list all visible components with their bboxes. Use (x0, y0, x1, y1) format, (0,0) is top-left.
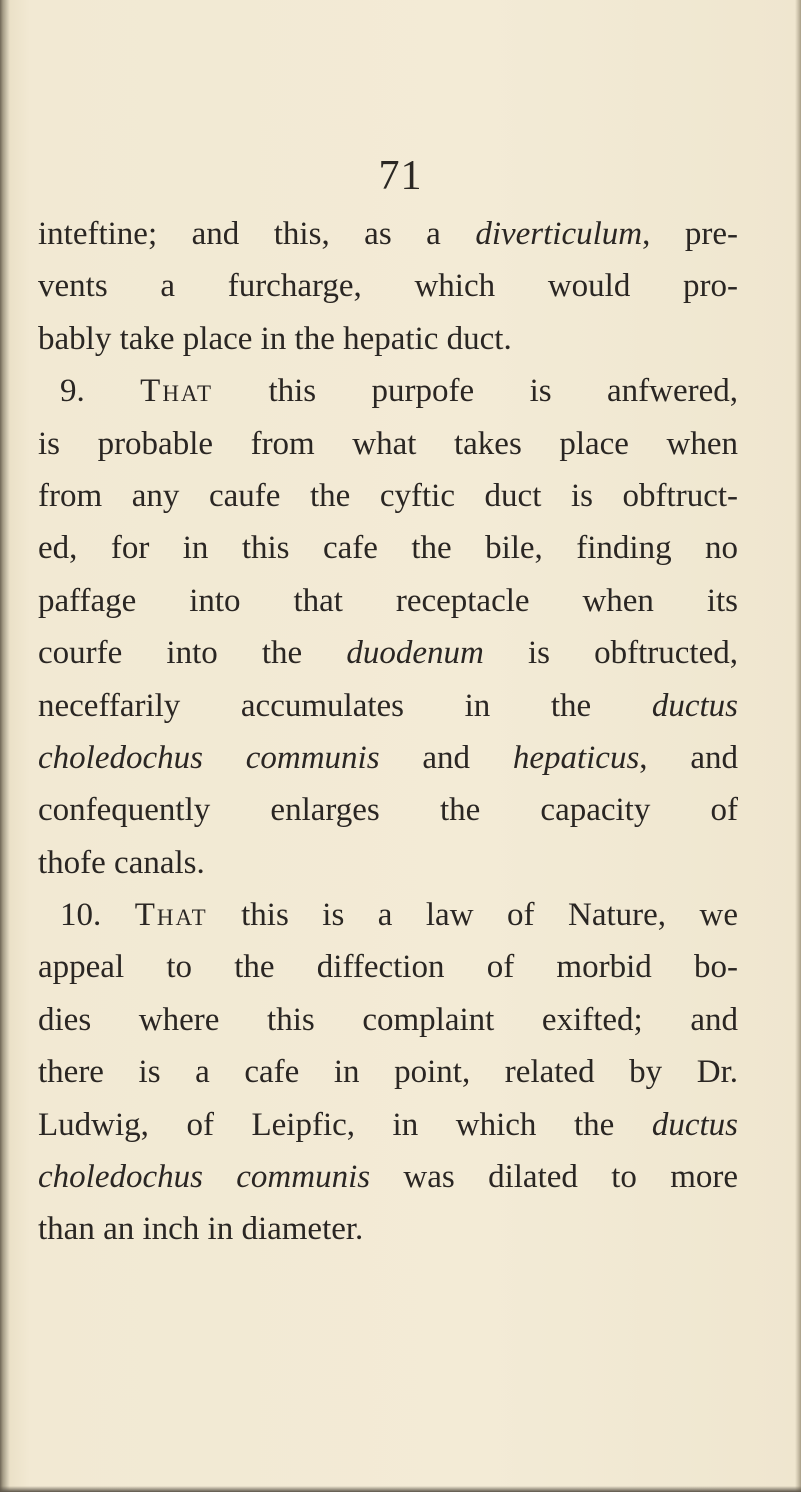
text-segment: there is a cafe in point, related by Dr. (38, 1054, 738, 1091)
text-segment: was dilated to more (370, 1159, 739, 1196)
text-segment: vents a furcharge, which would pro- (38, 268, 738, 305)
italic-text: diverticulum (475, 216, 643, 252)
italic-text: duodenum (346, 635, 484, 672)
italic-text: ductus (651, 1106, 738, 1143)
text-segment: this is a law of Nature, we (207, 897, 738, 934)
text-line (38, 1046, 738, 1098)
text-segment: this purpofe is anfwered, (213, 373, 738, 410)
text-line (38, 627, 738, 679)
text-line (38, 365, 738, 417)
text-line (38, 837, 738, 889)
text-segment: 9. (60, 373, 141, 410)
text-line (38, 941, 738, 993)
text-line (38, 418, 738, 470)
text-segment: , and (639, 739, 738, 776)
text-line (38, 208, 738, 260)
text-line (38, 1203, 738, 1255)
text-line (38, 1099, 738, 1151)
page-number: 71 (378, 153, 423, 199)
text-segment: courfe into the (38, 635, 347, 672)
text-segment: paffage into that receptacle when its (38, 582, 738, 619)
text-line (38, 680, 738, 732)
text-line (38, 994, 738, 1046)
text-line (38, 575, 738, 627)
text-line (38, 313, 738, 365)
text-line (38, 732, 738, 784)
text-segment: 10. (60, 897, 135, 934)
italic-text: choledochus communis (38, 1159, 371, 1196)
text-segment: is probable from what takes place when (38, 425, 738, 462)
text-segment: appeal to the diffection of morbid bo- (38, 949, 738, 986)
small-caps-text: That (134, 897, 208, 934)
text-line (38, 260, 738, 312)
text-line (38, 889, 738, 941)
text-segment: thofe canals. (38, 844, 205, 881)
body-text (38, 208, 738, 1256)
small-caps-text: That (140, 373, 214, 410)
page-right-edge (795, 0, 801, 1492)
text-line (38, 1151, 738, 1203)
text-segment: neceffarily accumulates in the (38, 687, 652, 724)
text-segment: from any caufe the cyftic duct is obftruct- (38, 477, 738, 514)
text-segment: and (379, 739, 513, 776)
text-segment: is obftructed, (483, 635, 738, 672)
text-line (38, 522, 738, 574)
text-segment: confequently enlarges the capacity of (38, 792, 738, 829)
text-segment: Ludwig, of Leipfic, in which the (38, 1106, 652, 1143)
italic-text: hepaticus (512, 739, 640, 776)
text-line (38, 470, 738, 522)
text-segment: dies where this complaint exifted; and (38, 1001, 738, 1038)
text-segment: ed, for in this cafe the bile, finding no (38, 530, 738, 567)
text-segment: bably take place in the hepatic duct. (38, 320, 512, 357)
text-line (38, 784, 738, 836)
text-segment: , pre- (642, 216, 738, 252)
text-segment: than an inch in diameter. (38, 1211, 364, 1248)
italic-text: ductus (651, 687, 738, 724)
text-segment: inteftine; and this, as a (38, 216, 476, 252)
italic-text: choledochus communis (38, 739, 380, 776)
page-bottom-edge (0, 1486, 801, 1492)
page-gutter-shadow (0, 0, 10, 1492)
